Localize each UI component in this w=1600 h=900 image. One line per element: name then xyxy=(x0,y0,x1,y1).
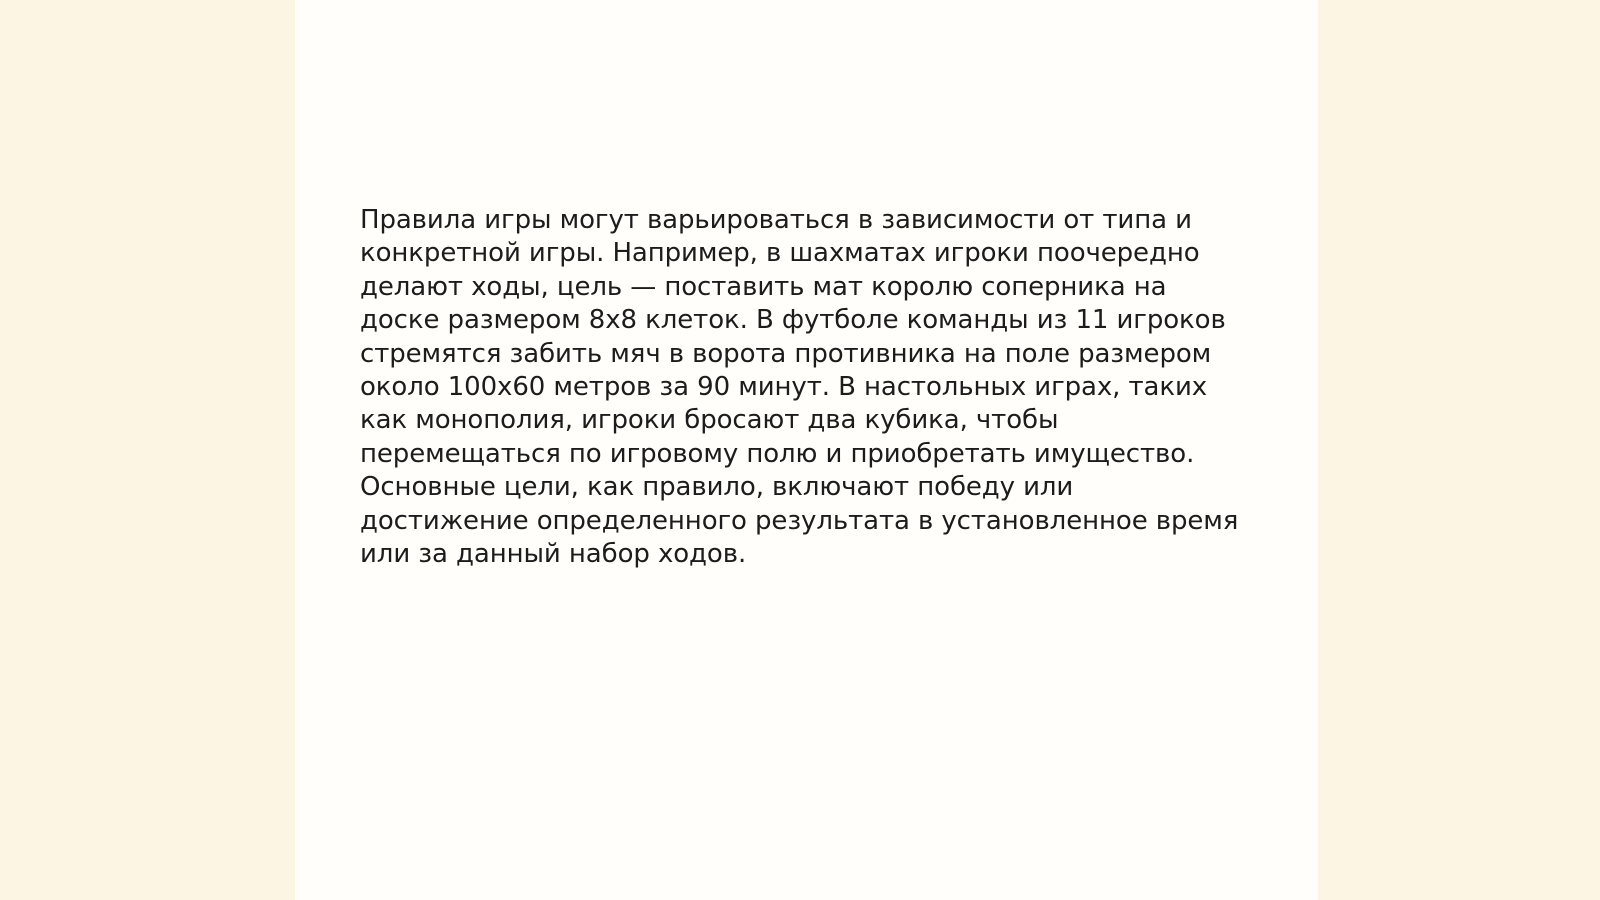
body-paragraph xyxy=(360,204,1240,571)
paragraph-line: или за данный набор ходов. xyxy=(360,539,747,570)
paragraph-line: как монополия, игроки бросают два кубика, чтобы xyxy=(360,405,1059,436)
paragraph-line: достижение определенного результата в установленное время xyxy=(360,505,1239,536)
paragraph-line: Правила игры могут варьироваться в зависимости от типа и xyxy=(360,205,1192,235)
paragraph-line: около 100x60 метров за 90 минут. В настольных играх, таких xyxy=(360,372,1208,403)
paragraph-line: делают ходы, цель — поставить мат королю соперника на xyxy=(360,271,1167,302)
left-margin xyxy=(0,0,295,900)
paragraph-line: конкретной игры. Например, в шахматах игроки поочередно xyxy=(360,238,1200,269)
paragraph-line: стремятся забить мяч в ворота противника на поле размером xyxy=(360,338,1212,369)
paragraph-line: перемещаться по игровому полю и приобретать имущество. xyxy=(360,438,1195,469)
paragraph-line: доске размером 8x8 клеток. В футболе команды из 11 игроков xyxy=(360,305,1226,336)
paragraph-line: Основные цели, как правило, включают победу или xyxy=(360,472,1074,503)
right-margin xyxy=(1318,0,1600,900)
